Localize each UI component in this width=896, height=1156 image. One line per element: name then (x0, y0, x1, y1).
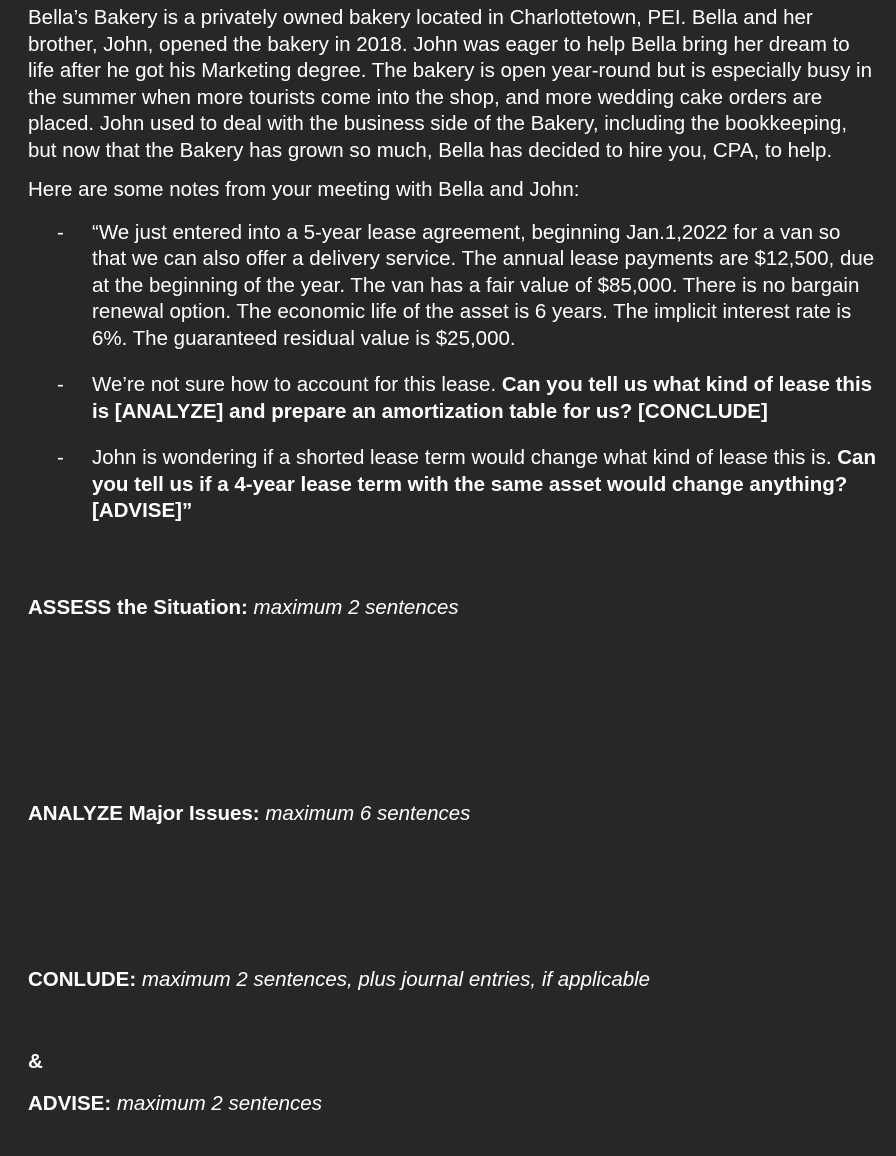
conclude-hint: maximum 2 sentences, plus journal entries, if applicable (141, 968, 651, 991)
ampersand-text: & (28, 1050, 43, 1073)
assess-hint: maximum 2 sentences (253, 596, 459, 619)
note-item-lease-details (28, 220, 878, 353)
note-bold-text: Can you tell us what kind of lease this is [ANALYZE] and prepare an amortization table for us? [CONCLUDE] (92, 373, 873, 423)
conclude-label: CONLUDE: (28, 968, 137, 991)
note-text (92, 220, 878, 353)
advise-heading (28, 1091, 322, 1118)
analyze-label: ANALYZE Major Issues: (28, 802, 260, 825)
analyze-heading (28, 801, 470, 828)
meeting-notes-list (28, 220, 878, 525)
advise-label: ADVISE: (28, 1092, 112, 1115)
note-text (92, 445, 878, 525)
bullet-dash: - (57, 446, 64, 469)
intro-paragraph: Bella’s Bakery is a privately owned bakery located in Charlottetown, PEI. Bella and her brother, John, opened the bakery in 2018. John was eager to help Bella bring her dream to life after he got his Marketing degree. The bakery is open year-round but is especially busy in the summer when more tourists come into the shop, and more wedding cake orders are placed. John used to deal with the business side of the Bakery, including the bookkeeping, but now that the Bakery has grown so much, Bella has decided to hire you, CPA, to help. (28, 6, 873, 162)
bullet-dash: - (57, 220, 64, 244)
analyze-hint: maximum 6 sentences (265, 802, 471, 825)
bullet-dash: - (57, 373, 64, 396)
note-plain-text: We’re not sure how to account for this lease. (92, 373, 502, 396)
note-item-lease-term-question (28, 445, 878, 525)
note-text (92, 372, 878, 425)
conclude-heading (28, 967, 650, 994)
note-bold-text: Can you tell us if a 4-year lease term with the same asset would change anything? [ADVISE]” (92, 446, 876, 522)
note-item-lease-question (28, 372, 878, 425)
ampersand-separator (28, 1049, 43, 1076)
note-plain-text: John is wondering if a shorted lease term would change what kind of lease this is. (92, 446, 838, 469)
advise-hint: maximum 2 sentences (116, 1092, 322, 1115)
document-body (28, 5, 878, 545)
note-plain-text: “We just entered into a 5-year lease agreement, beginning Jan.1,2022 for a van so that we can also offer a delivery service. The annual lease payments are $12,500, due at the beginning of the year. The van has a fair value of $85,000. There is no bargain renewal option. The economic life of the asset is 6 years. The implicit interest rate is 6%. The guaranteed residual value is $25,000. (92, 220, 875, 350)
assess-label: ASSESS the Situation: (28, 596, 248, 619)
notes-intro: Here are some notes from your meeting with Bella and John: (28, 178, 580, 201)
assess-heading (28, 595, 459, 622)
